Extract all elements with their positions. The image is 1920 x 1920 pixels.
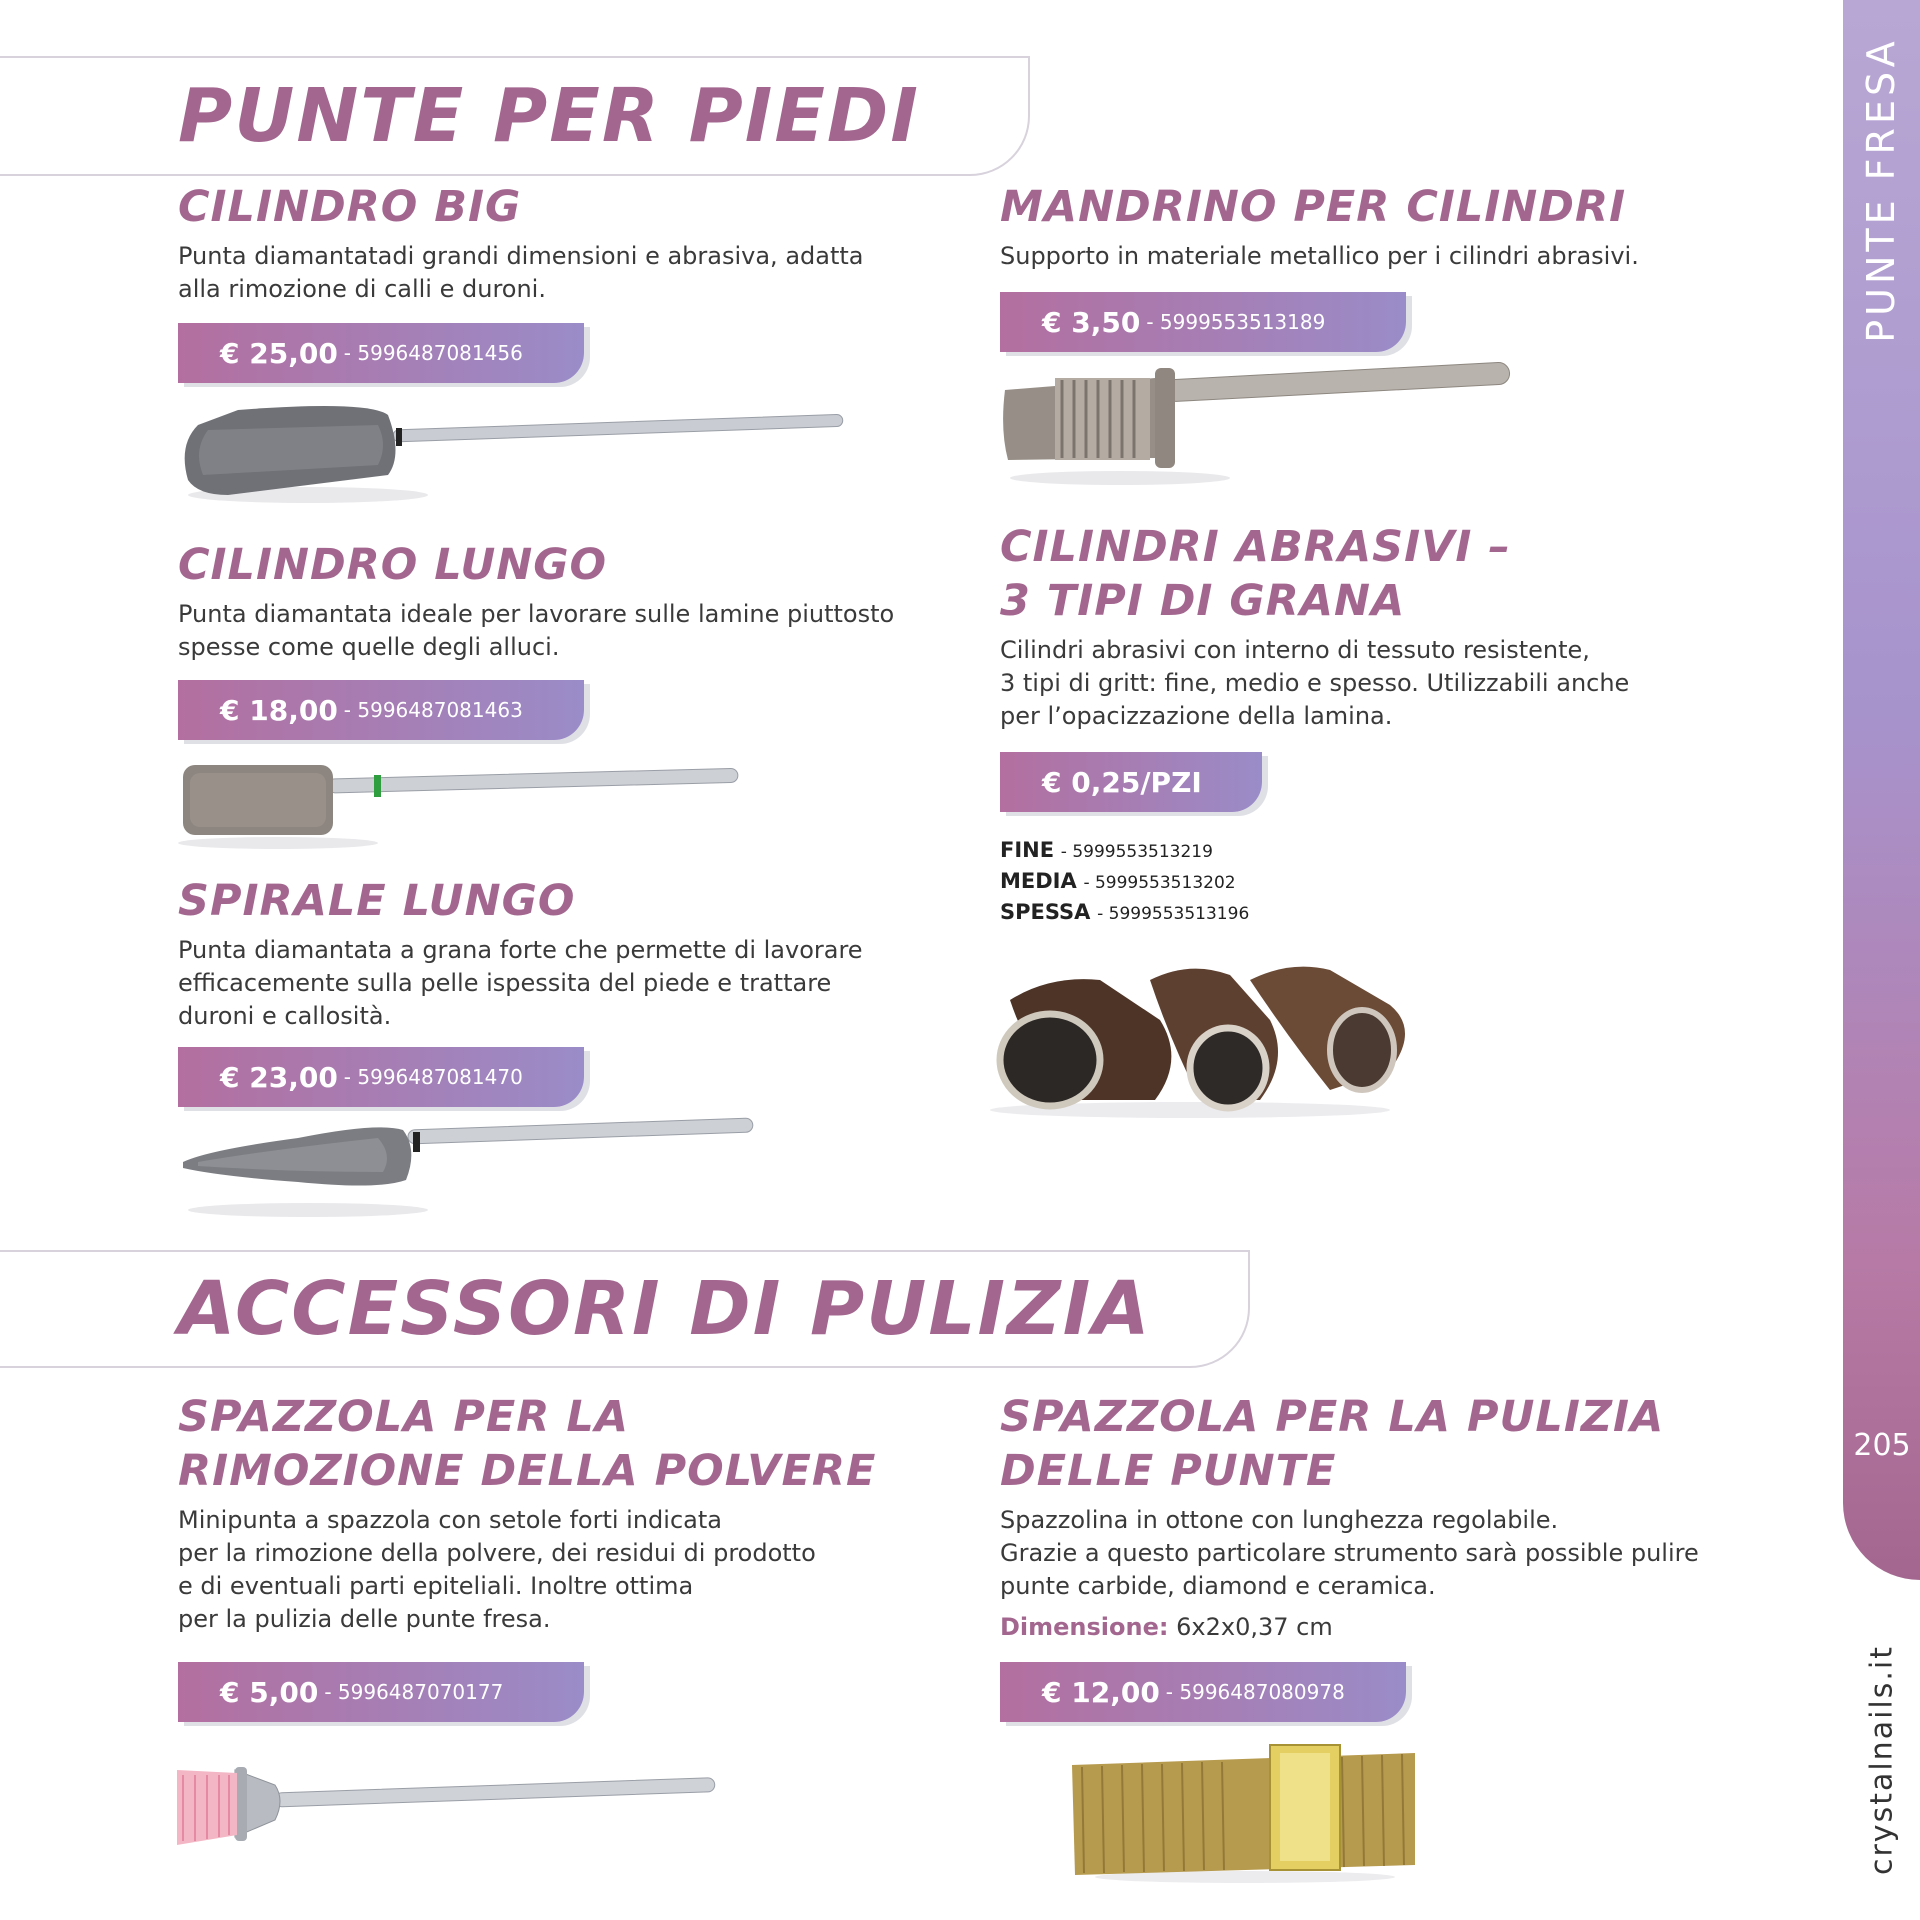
product-title: CILINDRO BIG xyxy=(178,182,522,232)
grain-label: SPESSA xyxy=(1000,900,1091,924)
desc-line: Spazzolina in ottone con lunghezza regolabile. xyxy=(1000,1506,1559,1534)
price: € 3,50 xyxy=(1042,305,1141,339)
dimension-label: Dimensione: xyxy=(1000,1613,1169,1641)
cilindro-big-image xyxy=(178,395,668,505)
price: € 18,00 xyxy=(220,693,338,727)
desc-line: 3 tipi di gritt: fine, medio e spesso. Utilizzabili anche xyxy=(1000,669,1630,697)
product-description xyxy=(178,934,863,1033)
product-code: - 5999553513189 xyxy=(1146,310,1326,334)
product-cilindro-big xyxy=(178,180,864,306)
grain-label: FINE xyxy=(1000,838,1055,862)
product-description xyxy=(178,240,864,306)
dimension xyxy=(1000,1613,1699,1641)
page-number: 205 xyxy=(1853,1428,1911,1463)
product-description xyxy=(1000,634,1629,733)
section-title: ACCESSORI DI PULIZIA xyxy=(178,1266,1152,1352)
spazzola-punte-image xyxy=(1070,1735,1420,1885)
desc-line: per la rimozione della polvere, dei residui di prodotto xyxy=(178,1539,816,1567)
product-spazzola-punte xyxy=(1000,1390,1699,1641)
title-line: RIMOZIONE DELLA POLVERE xyxy=(178,1446,877,1496)
section-banner-punte-per-piedi xyxy=(0,56,1030,176)
product-spazzola-polvere xyxy=(178,1390,876,1636)
grain-code: - 5999553513196 xyxy=(1097,904,1250,924)
grain-item xyxy=(1000,898,1249,929)
spazzola-polvere-image xyxy=(175,1755,720,1870)
product-title: SPIRALE LUNGO xyxy=(178,876,576,926)
desc-line: per l’opacizzazione della lamina. xyxy=(1000,702,1393,730)
dimension-value: 6x2x0,37 cm xyxy=(1176,1613,1333,1641)
price-tag xyxy=(1000,752,1262,812)
spirale-lungo-image xyxy=(178,1110,758,1220)
grain-label: MEDIA xyxy=(1000,869,1077,893)
product-code: - 5996487081463 xyxy=(343,698,523,722)
grain-code: - 5999553513202 xyxy=(1083,873,1236,893)
desc-line: e di eventuali parti epiteliali. Inoltre ottima xyxy=(178,1572,694,1600)
product-title xyxy=(1000,1390,1699,1498)
grain-item xyxy=(1000,867,1249,898)
product-title xyxy=(1000,520,1629,628)
product-code: - 5996487081470 xyxy=(343,1065,523,1089)
price: € 0,25/PZI xyxy=(1042,765,1202,799)
product-cilindro-lungo xyxy=(178,538,894,664)
price-tag xyxy=(1000,1662,1406,1722)
product-spirale-lungo xyxy=(178,874,863,1033)
price-tag xyxy=(178,1047,584,1107)
product-code: - 5996487080978 xyxy=(1165,1680,1345,1704)
desc-line: Minipunta a spazzola con setole forti indicata xyxy=(178,1506,722,1534)
product-code: - 5996487070177 xyxy=(324,1680,504,1704)
price: € 25,00 xyxy=(220,336,338,370)
desc-line: efficacemente sulla pelle ispessita del piede e trattare xyxy=(178,969,832,997)
product-description xyxy=(178,598,894,664)
mandrino-image xyxy=(1000,360,1520,490)
side-tab-title: PUNTE FRESA xyxy=(1859,37,1903,343)
section-title: PUNTE PER PIEDI xyxy=(178,73,920,159)
title-line: 3 TIPI DI GRANA xyxy=(1000,576,1406,626)
title-line: SPAZZOLA PER LA xyxy=(178,1392,630,1442)
desc-line: Punta diamantata a grana forte che permette di lavorare xyxy=(178,936,863,964)
price: € 23,00 xyxy=(220,1060,338,1094)
desc-line: Punta diamantatadi grandi dimensioni e abrasiva, adatta xyxy=(178,242,864,270)
desc-line: Supporto in materiale metallico per i cilindri abrasivi. xyxy=(1000,242,1639,270)
product-title: MANDRINO PER CILINDRI xyxy=(1000,182,1627,232)
price-tag xyxy=(178,323,584,383)
desc-line: punte carbide, diamond e ceramica. xyxy=(1000,1572,1436,1600)
product-code: - 5996487081456 xyxy=(343,341,523,365)
price: € 12,00 xyxy=(1042,1675,1160,1709)
price-tag xyxy=(1000,292,1406,352)
desc-line: duroni e callosità. xyxy=(178,1002,392,1030)
title-line: DELLE PUNTE xyxy=(1000,1446,1337,1496)
desc-line: alla rimozione di calli e duroni. xyxy=(178,275,546,303)
product-title xyxy=(178,1390,876,1498)
cilindri-abrasivi-image xyxy=(970,950,1430,1120)
price-tag xyxy=(178,1662,584,1722)
desc-line: spesse come quelle degli alluci. xyxy=(178,633,560,661)
desc-line: Punta diamantata ideale per lavorare sulle lamine piuttosto xyxy=(178,600,895,628)
grain-codes-list xyxy=(1000,836,1249,929)
title-line: CILINDRI ABRASIVI – xyxy=(1000,522,1511,572)
section-banner-accessori-di-pulizia xyxy=(0,1250,1250,1368)
cilindro-lungo-image xyxy=(178,755,748,850)
product-description xyxy=(178,1504,876,1636)
product-cilindri-abrasivi xyxy=(1000,520,1629,733)
desc-line: Grazie a questo particolare strumento sarà possible pulire xyxy=(1000,1539,1699,1567)
price: € 5,00 xyxy=(220,1675,319,1709)
desc-line: Cilindri abrasivi con interno di tessuto resistente, xyxy=(1000,636,1590,664)
product-title: CILINDRO LUNGO xyxy=(178,540,608,590)
product-description xyxy=(1000,240,1639,273)
desc-line: per la pulizia delle punte fresa. xyxy=(178,1605,551,1633)
website-url: crystalnails.it xyxy=(1864,1644,1900,1876)
product-mandrino xyxy=(1000,180,1639,273)
grain-item xyxy=(1000,836,1249,867)
price-tag xyxy=(178,680,584,740)
grain-code: - 5999553513219 xyxy=(1060,842,1213,862)
product-description xyxy=(1000,1504,1699,1603)
title-line: SPAZZOLA PER LA PULIZIA xyxy=(1000,1392,1665,1442)
